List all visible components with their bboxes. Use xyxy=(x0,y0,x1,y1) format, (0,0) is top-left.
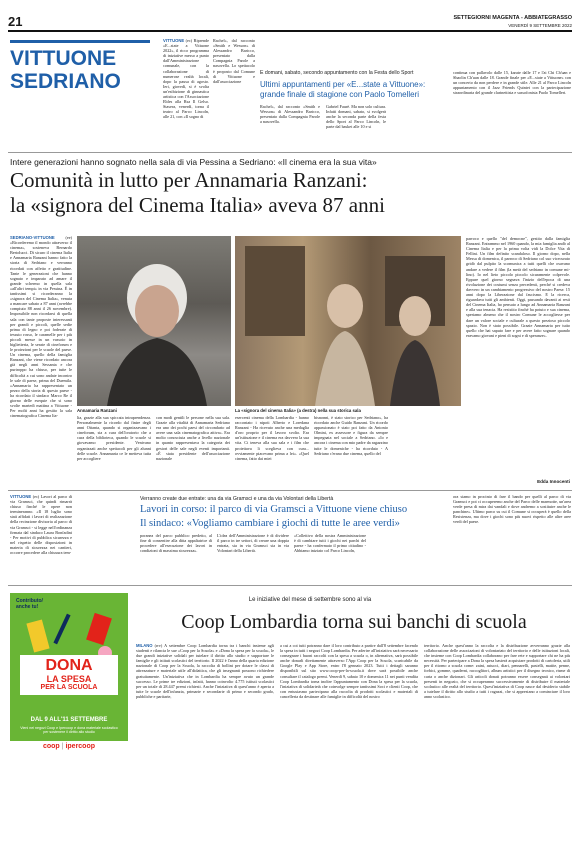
ad-title-line-3: PER LA SCUOLA xyxy=(40,684,98,691)
article3-col3 xyxy=(424,643,570,768)
article3-lead-code: (rrv) xyxy=(154,643,163,648)
main-headline-line-2: la «signora del Cinema Italia» aveva 87 anni xyxy=(10,193,385,217)
article2-col4-text: «Collettivo della nostra Amministrazione è di cambiare tutti i giochi nei parchi del paese - ha confermato il primo cittadino - Abbiamo iniziato col Parco Lincoln, xyxy=(294,533,366,554)
main-col3-text: con modi gentili le persone nella sua sala. Grazie alla vitalità di Annamaria Sedriano era uno dei pochi paesi del circondario ad avere una sala cinematografica attiva». Era molto conosciuta anche a livello nazionale in quanto rappresentava la categoria dei gestori delle sale negli eventi importanti. «È stata presidente dell'associazione nazionale xyxy=(156,415,230,461)
main-headline-line-1: Comunità in lutto per Annamaria Ranzani: xyxy=(10,168,368,192)
divider-3 xyxy=(8,585,572,586)
brief1-col1 xyxy=(163,38,209,150)
main-col4-text: esercenti cinema della Lombardia - hanno raccontato i nipoti Alberto e Loredana Ranzani - Ha ricevuto anche una medaglia d'oro proprio per il lavoro svolto. Era un'istituzione e il cinema era davvero la sua vita. Ci teneva alla sua sala e i film che proiettava li sceglieva con cura... ovviamente piacevano prima a lei». «Quel cinema, fatto dai miei xyxy=(235,415,309,461)
brief1-text: Riprende «E...state a Vittuone 2022», il ricco programma di iniziative messo a punto dall'Amministrazione comunale, con la collaborazione di numerose realtà locali, dopo la pausa di agosto. Ieri, giovedì, si è svolta un'esibizione di ginnastica artistica con l'Associazione Ebles alla Rsa Il Gelso. Stasera, venerdì, torna il teatro al Parco Lincoln, alle 21, con «Il sogno di xyxy=(163,38,209,120)
article2-col3-text: L'idea dell'Amministrazione è di dividere il parco in tre settori, di creare una doppia entrata, sia in via Gramsci sia in via Volontari della Libertà. xyxy=(217,533,289,554)
article2-col3 xyxy=(217,533,289,583)
cinema-illustration xyxy=(235,236,461,406)
main-col2 xyxy=(77,415,151,487)
main-col1 xyxy=(10,235,72,487)
ad-title-line-2: LA SPESA xyxy=(46,674,92,684)
photo1-caption: Annamaria Ranzani xyxy=(77,408,117,413)
article3-lead-place: MILANO xyxy=(136,643,153,648)
main-col3 xyxy=(156,415,230,487)
article2-kicker: Verranno create due entrate: una da via Gramsci e una da via Volontari della Libertà xyxy=(140,496,334,502)
divider-2 xyxy=(8,490,572,491)
ad-top-label: Contributo/ anche tu! xyxy=(16,598,43,610)
ad-title-box xyxy=(20,655,118,695)
article2-col4 xyxy=(294,533,366,583)
main-col5 xyxy=(314,415,388,487)
section-line-2: SEDRIANO xyxy=(10,70,121,93)
main-col6-text: parroco e quello "del democne", gestito dalla famiglia Ranzani. Entrammo nel 1960 quando, la mia famiglia andò al Cinema Italia e per la prima volta vidi la Dolce Vita di Fellini. Un film definito scandaloso. Il giorno dopo, nella Messa di domenica, il parroco di Sedriano col suo vicecurato gridò dal pulpito la scomunica a tutti quelli che osavano andare a vedere il film (la metà del sedriano in comune milino). Io nel lieto piccolo piccolo sicuramente colpevole. Eppure quel giorno segnava l'inizio dell'epoca di una rivoluzione dei costumi senza precedenti, perché si credeva davvero in un cambiamento progressivo del nostro Paese. 15 anni dopo la Liberazione dal fascismo. E la ricerca, riguardava tutti gli ambienti. Oggi, passando davanti ai resti del Cinema Italia, ho pensato a lungo ad Annamaria Ranzani e alla sua tenacia. Ha resistito finché ha potuto e sua cinema, speriamo almeno che il nostro Comune le accogliesse per dare un valore sociale e culturale a questo prezioso piccolo spazio. Non è stato possibile. Grazie Annamaria per tutto quello che hai saputo fare e per avere fatto sognare quando eravamo giovani e pieni di sogni e di speranze». xyxy=(466,236,570,338)
brief1-col2 xyxy=(213,38,255,150)
article2-col5 xyxy=(453,494,571,582)
coop-ad xyxy=(10,593,128,753)
issue-date: VENERDÌ 9 SETTEMBRE 2022 xyxy=(508,23,572,28)
article3-col2 xyxy=(280,643,418,768)
article2-col2 xyxy=(140,533,212,583)
article2-col1-text: Lavori al parco di via Gramsci, che quindi rimarrà chiuso finché le opere non termineranno. «Il 18 luglio sono stati affidati i lavori di realizzazione della recinzione divisoria al parco di via Gramsci - si legge nell'ordinanza firmata dal sindaco Laura Bonfadini - Per motivi di pubblica sicurezza e nel rispetto delle disposizioni in materia di sicurezza nei cantieri, occorre procedere alla chiusura tem- xyxy=(10,494,72,556)
main-kicker: Intere generazioni hanno sognato nella sala di via Pessina a Sedriano: «Il cinema era la sua vita» xyxy=(10,157,377,167)
main-col1-text: «Ricorderemo il mondo attraverso il cinema», sosteneva Bernardo Bertolucci. Di sicuro il cinema Italia e Annamaria Ranzani hanno fatto la storia di Sedriano e verranno ricordati con affetto e gratitudine. Tante le generazioni che hanno sognato e imparato ad amare il grande schermo in quella sala «all'altri tempi» in via Pessina. È in tantissimi si ricorderanno la «signora del Cinema Italia», venuta a mancare sabato a 87 anni (avrebbe compiuto 88 anni il 26 novembre). Impossibile non ricordarsi di quella sala con tante proposte interessanti per grandi e piccoli, quelle sedie prima di legno e poi foderate di tessuto rosso, le caramelle per i più piccoli messe in un vassoio in biglietteria, le serate di cineforum e le proiezioni per le scuole del paese. Un cinema, quello della famiglia Ranzani, che viene ricordato ancora già negli anni Sessanta e che purtroppo ha chiuso, per tutte le difficoltà a cui sono andate incontro le sale di paese, prima del Duemila. «Annamaria ha rappresentato un pezzo della storia di questo paese - ha ricordato il sindaco Marco Re il giorno delle esequie che si sono svolte martedì mattina a Vittuone - Per molti anni ha gestito la sala cinematografica Cinema Ita- xyxy=(10,240,72,419)
ad-dates: DAL 9 ALL'11 SETTEMBRE xyxy=(30,717,108,723)
brief1-text2: Rachel», dal racconto «Smith e Wesson» di Alessandro Baricco, presentato dalla Compagnia Parole a nasovella. Lo spettacolo è proposto dal Comune di Vittuone e dall'associazione xyxy=(213,38,255,84)
section-line-1: VITTUONE xyxy=(10,47,117,70)
brief2-col0 xyxy=(260,104,320,149)
main-byline: Edda Innocenti xyxy=(537,479,570,484)
brief2-col3 xyxy=(453,70,571,150)
brief2-text2: continua con pallavolo dalle 15, karate dalle 17 e l'ai Chi Ch'uan e Shaolin Ch'uan dalle 18. Grande finale per «E...state a Vittuone» con un concerto da non perdere e in grande stile. Alle 21 al Parco Lincoln appuntamento con il Jazz Friends Quintet con la partecipazione straordinaria del grande clarinettista e sassofonista Paolo Tomelleri. xyxy=(453,70,571,96)
publication-name: SETTEGIORNI MAGENTA - ABBIATEGRASSO xyxy=(453,15,572,21)
photo2-caption: La «signora del cinema Italia» (a destra) nella sua storica sala xyxy=(235,408,361,413)
article2-lead-place: VITTUONE xyxy=(10,494,32,499)
article2-headline-line-1: Lavori in corso: il parco di via Gramsci a Vittuone viene chiuso xyxy=(140,504,408,515)
brief2-text: Gabriel Faurè. Ma non solo cultura. Infatti domani, sabato, si svolgerà anche la seconda parte della festa dello Sport al Parco Lincoln, le parte dal basket alle 10 e si xyxy=(326,104,386,130)
brief2-col1 xyxy=(326,104,386,149)
ad-brand-ipercoop: ipercoop xyxy=(65,743,96,750)
article3-col2-text: a cui a coi tutti potranno dare il loro contributo a partire dall'8 settembre facendo la spesa in tutti i negozi Coop Lombardia. Per aderire all'iniziativa sarà necessario consegnare i buoni raccolti con la spesa a scuola o, in alternativa, sarà possibile anche donarli direttamente attraverso l'App Coop per la Scuola, scaricabile da Google Play e App Store, entro l'8 gennaio 2023. Tutti i dettagli saranno disponibili sul sito www.coop-per-la-scuola.it dove sarà possibile anche consultare il catalogo premi. Venerdì 9, sabato 10 e domenica 11 nei punti vendita Coop Lombardia torna inoltre l'appuntamento con Dona la spesa per la scuola, l'iniziativa di solidarietà che coinvolge sempre tantissimi Soci e clienti Coop, che con entusiasmo partecipano alla raccolta di prodotti scolastici e materiali di cancelleria da destinare alle famiglie in difficoltà del nostro xyxy=(280,643,418,699)
divider-1 xyxy=(8,152,572,153)
main-lead-code: (ee) xyxy=(65,235,72,240)
article2-lead-code: (ec) xyxy=(32,494,40,499)
article2-col1 xyxy=(10,494,72,582)
portrait-illustration xyxy=(77,236,231,406)
main-col4 xyxy=(235,415,309,487)
article2-col2-text: poranea del parco pubblico predetto, al fine di consentire alla ditta appaltatrice di procedere all'esecuzione dei lavori in condizioni di massima sicurezza». xyxy=(140,533,212,554)
section-title xyxy=(10,40,150,93)
photo-annamaria-ranzani xyxy=(77,236,231,406)
brief1-lead-place: VITTUONE xyxy=(163,38,185,43)
article3-col3-text: territorio. Anche quest'anno la raccolta e la distribuzione avverranno grazie alla collaborazione delle associazioni di volontariato del territorio e delle istituzioni locali, che insieme con Coop Lombardia collaborano per fare rete e supportare chi ne ha più necessità. Per partecipare a Dona la spesa basterà acquistare prodotti di cartoleria, utili per il ritorno a scuola come: zaini, astucci, diari, pennarelli, pastelli, matite, penne, forbici, gomme, quaderni, raccoglitori, album artistici per il disegno tecnico, risme di carta o anche dizionari. Gli articoli donati potranno essere consegnati ai volontari presenti in negozio, che si occuperanno successivamente di distribuire il materiale scolastico alle realtà del territorio. Quest'iniziativa di Coop nasce dal desiderio stabile a tutelare il diritto allo studio a tutti i ragazzi, che si apprestano a cominciare il loro anno scolastico. xyxy=(424,643,570,699)
brief1-continued: Rachel», dal racconto «Smith e Wesson» di Alessandro Baricco, presentato dalla Compagnia Parole a nasovella. xyxy=(260,104,320,125)
article3-kicker: Le iniziative del mese di settembre sono al via xyxy=(248,597,372,603)
ad-title-line-1: DONA xyxy=(45,657,93,674)
page-number: 21 xyxy=(8,14,23,29)
main-col2-text: lia, grazie alla sua spiccata intraprendenza. Personalmente la ricordo dal finire degli anni Ottanta, quando si organizzavano i cineforum, sia a cura dell'oratorio che a cura della biblioteca, quando le scuole si giovavamo presidente. Venivano organizzati anche spettacoli per gli alunni delle scuole. Annamaria ce le metteva tutta per accogliere xyxy=(77,415,151,461)
article3-col1 xyxy=(136,643,274,768)
brief1-lead-code: (ec) xyxy=(185,38,193,43)
main-col6 xyxy=(466,236,570,478)
photo-cinema-sala xyxy=(235,236,461,406)
article2-col5-text: ora siamo in procinto di fare il bando per quelli al parco di via Gramsci e poi ci occuperemo anche del Parco delle marmotte, un'area verde presa di mira dai vandali e dove andremo a sostituire anche le panchine». Ultimo parco su cui il Comune si occuperà è quello della Resistenza, ma dove i giochi sono più nuovi rispetto alle altre aree verdi del paese. xyxy=(453,494,571,525)
article3-col1-text: A settembre Coop Lombardia torna tra i banchi insieme agli studenti e rilancia le sue «Coop per la Scuola» e «Dona la spesa per la scuola», le due grandi iniziative solidali per tutelare il diritto allo studio e supportare le famiglie e gli istituti scolastici del territorio. Il 2022 è l'anno della quarta edizione nazionale di Coop per la Scuola, la raccolta di bollini per dotare le classi di attrezzature e materiale utile all'didattica, che gli insegnanti possono richiedere gratuitamente. Un'iniziativa che in Lombardia ha sempre avuto un grande successo. Le prime tre edizioni, infatti, hanno coinvolto 4.775 istituti scolastici per un totale di 28.447 premi richiesti. Anche l'iniziativa di quest'anno è aperta a tutte le scuole dell'infanzia, primarie e secondarie di primo e secondo grado, pubbliche e paritarie, xyxy=(136,643,274,699)
brief2-headline: Ultimi appuntamenti per «E...state a Vittuone»: grande finale di stagione con Paolo Tomelleri xyxy=(260,80,426,99)
brief2-kicker: E domani, sabato, secondo appuntamento con la Festa dello Sport xyxy=(260,70,414,76)
article3-headline: Coop Lombardia torna sui banchi di scuola xyxy=(181,611,527,633)
main-lead-place: SEDRIANO-VITTUONE xyxy=(10,235,55,240)
ad-brand-bar: coop | ipercoop xyxy=(10,741,128,753)
main-col5-text: bisnonni, è stato storico per Sedriano», ha ricordato anche Guido Ranzani. Un ricordo appassionato è stato poi fatto da Antonio Olmini, ex assessore e figura da sempre impegnata nel sociale a Sedriano. «Io e ancora i cinema con mio padre da ragazzino tutte le domeniche - ha ricordato - A Sedriano c'erano due cinema, quello del xyxy=(314,415,388,456)
ad-subtext: Vieni nei negozi Coop e Ipercoop e dona materiale scolastico per sostenere il diritto allo studio xyxy=(20,726,118,735)
header-rule xyxy=(8,30,572,32)
article2-headline-line-2: Il sindaco: «Vogliamo cambiare i giochi di tutte le aree verdi» xyxy=(140,518,400,529)
ad-brand-coop: coop xyxy=(42,743,60,750)
